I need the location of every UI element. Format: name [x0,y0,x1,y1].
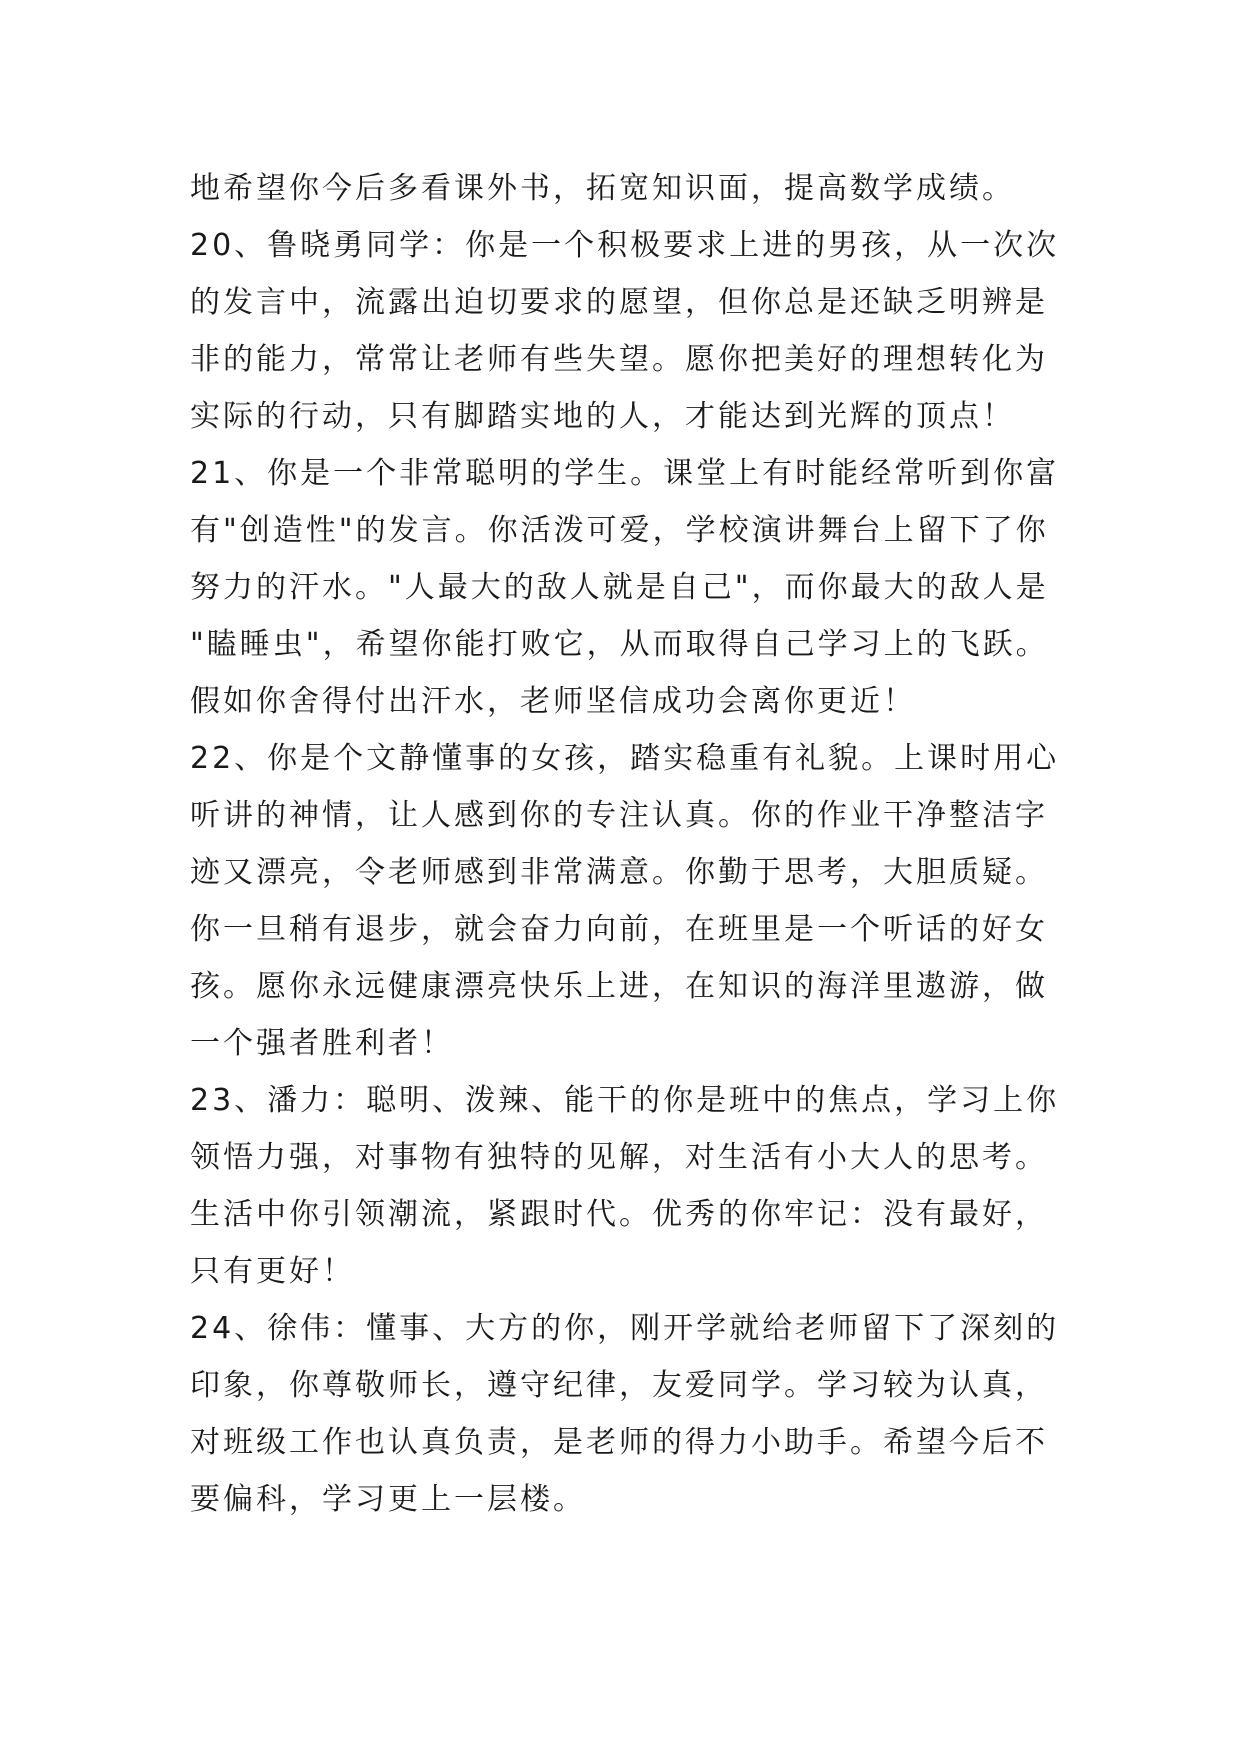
text-line: 一个强者胜利者！ [190,1026,454,1061]
text-line: 21、你是一个非常聪明的学生。课堂上有时能经常听到你富 [190,456,1060,491]
text-line: 22、你是个文静懂事的女孩，踏实稳重有礼貌。上课时用心 [190,741,1060,776]
text-line: 你一旦稍有退步，就会奋力向前，在班里是一个听话的好女 [190,912,1048,947]
document-body [190,160,1070,1528]
text-line: 听讲的神情，让人感到你的专注认真。你的作业干净整洁字 [190,798,1048,833]
text-line: 印象，你尊敬师长，遵守纪律，友爱同学。学习较为认真， [190,1368,1048,1403]
text-line: 20、鲁晓勇同学：你是一个积极要求上进的男孩，从一次次 [190,228,1060,263]
text-line: 只有更好！ [190,1254,355,1289]
text-line: 24、徐伟：懂事、大方的你，刚开学就给老师留下了深刻的 [190,1311,1060,1346]
text-line: 孩。愿你永远健康漂亮快乐上进，在知识的海洋里遨游，做 [190,969,1048,1004]
text-line: 领悟力强，对事物有独特的见解，对生活有小大人的思考。 [190,1140,1048,1175]
text-line: 有"创造性"的发言。你活泼可爱，学校演讲舞台上留下了你 [190,513,1049,548]
text-line: 假如你舍得付出汗水，老师坚信成功会离你更近！ [190,684,916,719]
text-line: 迹又漂亮，令老师感到非常满意。你勤于思考，大胆质疑。 [190,855,1048,890]
text-line: 对班级工作也认真负责，是老师的得力小助手。希望今后不 [190,1425,1048,1460]
text-line: 23、潘力：聪明、泼辣、能干的你是班中的焦点，学习上你 [190,1083,1060,1118]
text-line: 努力的汗水。"人最大的敌人就是自己"，而你最大的敌人是 [190,570,1049,605]
text-line: 要偏科，学习更上一层楼。 [190,1482,586,1517]
text-line: 实际的行动，只有脚踏实地的人，才能达到光辉的顶点！ [190,399,1015,434]
text-line: "瞌睡虫"，希望你能打败它，从而取得自己学习上的飞跃。 [190,627,1049,662]
text-line: 生活中你引领潮流，紧跟时代。优秀的你牢记：没有最好， [190,1197,1048,1232]
text-line: 非的能力，常常让老师有些失望。愿你把美好的理想转化为 [190,342,1048,377]
text-line: 地希望你今后多看课外书，拓宽知识面，提高数学成绩。 [190,171,1015,206]
text-line: 的发言中，流露出迫切要求的愿望，但你总是还缺乏明辨是 [190,285,1048,320]
